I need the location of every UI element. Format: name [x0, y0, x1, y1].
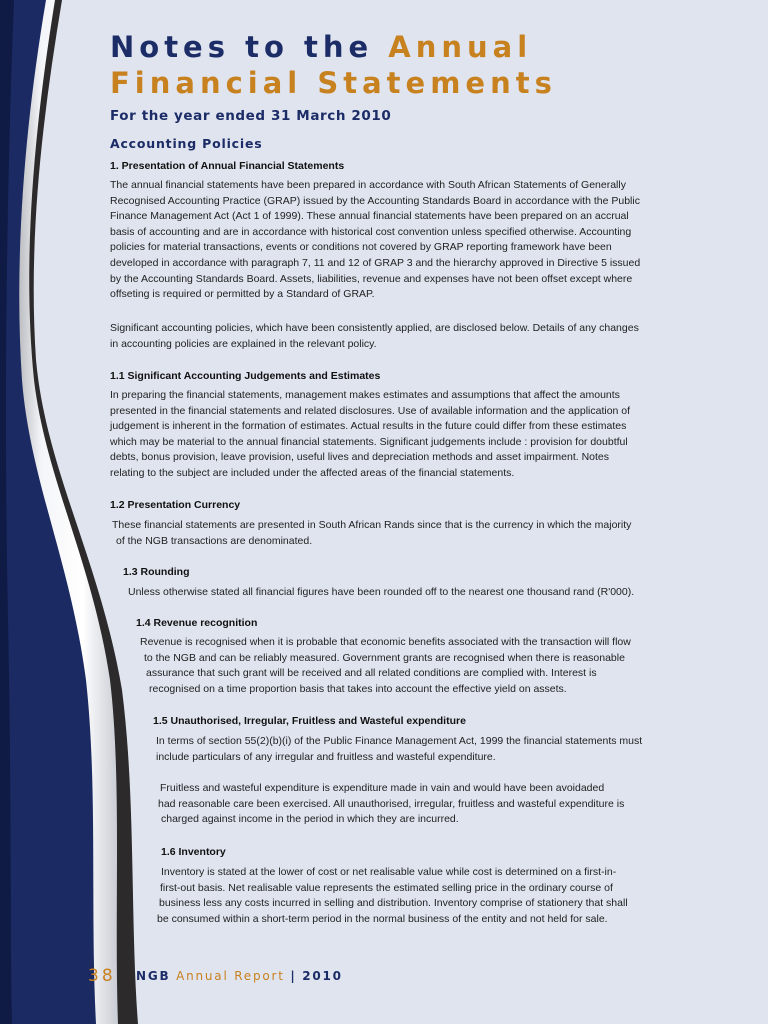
paragraph-1-6-body: [157, 865, 628, 927]
text-line: to the NGB and can be reliably measured. Government grants are recognised when there is reasonable: [144, 651, 625, 664]
text-line: developed in accordance with paragraph 7, 11 and 12 of GRAP 3 and the hierarchy approved in Directive 5 issued: [110, 256, 641, 269]
text-line: offseting is required or permitted by a Standard of GRAP.: [110, 288, 375, 301]
heading-1-1: 1.1 Significant Accounting Judgements and Estimates: [110, 370, 381, 382]
text-line: first-out basis. Net realisable value represents the estimated selling price in the ordinary course of: [160, 881, 613, 894]
page-number: 38: [88, 966, 116, 986]
text-line: Significant accounting policies, which have been consistently applied, are disclosed below. Details of any changes: [110, 322, 639, 334]
heading-1-5: 1.5 Unauthorised, Irregular, Fruitless and Wasteful expenditure: [153, 715, 466, 727]
text-line: had reasonable care been exercised. All unauthorised, irregular, fruitless and wasteful expenditure is: [158, 797, 625, 810]
title-part-navy: Notes to the: [110, 30, 374, 64]
section-title: Accounting Policies: [110, 136, 263, 151]
text-line: debts, bonus provision, leave provision, useful lives and depreciation methods and asset impairment. Notes: [110, 451, 610, 464]
paragraph-1-3-body: [128, 585, 634, 601]
footer-report: Annual Report: [176, 969, 285, 983]
text-line: which may be material to the annual financial statements. Significant judgements include : provision for doubtful: [110, 435, 628, 448]
paragraph-1-5-body-2: [158, 781, 624, 828]
text-line: In preparing the financial statements, management makes estimates and assumptions that affect the amounts: [110, 389, 620, 401]
text-line: Unless otherwise stated all financial figures have been rounded off to the nearest one thousand rand (R'000).: [128, 586, 635, 598]
page-title-line-1: [110, 30, 532, 64]
footer-separator: |: [290, 969, 297, 983]
paragraph-1-4-body: [140, 635, 631, 697]
text-line: The annual financial statements have been prepared in accordance with South African Statements of Generally: [110, 179, 626, 191]
text-line: Fruitless and wasteful expenditure is expenditure made in vain and would have been avoidaded: [160, 782, 605, 794]
title-part-orange: Annual: [388, 30, 533, 64]
text-line: Inventory is stated at the lower of cost or net realisable value while cost is determined on a first-in-: [161, 866, 617, 878]
text-line: relating to the subject are included under the affected areas of the financial statements.: [110, 466, 515, 479]
heading-1-4: 1.4 Revenue recognition: [136, 617, 258, 629]
text-line: These financial statements are presented in South African Rands since that is the currency in which the majority: [112, 519, 632, 531]
footer-org: NGB: [136, 969, 171, 983]
text-line: Recognised Accounting Practice (GRAP) issued by the Accounting Standards Board in accordance with the Public: [110, 194, 640, 207]
paragraph-1-1-body: [110, 388, 630, 482]
text-line: by the Accounting Standards Board. Assets, liabilities, revenue and expenses have not been offset except where: [110, 272, 633, 285]
paragraph-1-5-body-1: [156, 734, 642, 765]
text-line: In terms of section 55(2)(b)(i) of the Public Finance Management Act, 1999 the financial statements must: [156, 735, 643, 747]
text-line: in accounting policies are explained in the relevant policy.: [110, 337, 377, 350]
text-line: charged against income in the period in which they are incurred.: [161, 813, 459, 826]
heading-1: 1. Presentation of Annual Financial Statements: [110, 160, 345, 172]
text-line: business less any costs incurred in selling and distribution. Inventory comprise of stationery that shall: [159, 897, 628, 910]
text-line: recognised on a time proportion basis that takes into account the effective yield on assets.: [149, 682, 567, 695]
text-line: be consumed within a short-term period in the normal business of the entity and not held for sale.: [157, 912, 608, 925]
text-line: include particulars of any irregular and fruitless and wasteful expenditure.: [156, 750, 496, 763]
paragraph-1-1: [110, 178, 640, 303]
heading-1-3: 1.3 Rounding: [123, 566, 190, 578]
text-line: policies for material transactions, events or conditions not covered by GRAP reporting framework have been: [110, 241, 612, 254]
text-line: presented in the financial statements and related disclosures. Use of available information and the application of: [110, 404, 631, 417]
heading-1-2: 1.2 Presentation Currency: [110, 499, 241, 511]
text-line: of the NGB transactions are denominated.: [116, 534, 313, 547]
text-line: assurance that such grant will be received and all related conditions are complied with. Interest is: [146, 667, 597, 680]
text-line: judgement is inherent in the formation of estimates. Actual results in the future could differ from these estimates: [110, 420, 627, 433]
page-subtitle: For the year ended 31 March 2010: [110, 108, 392, 124]
paragraph-1-2: [110, 321, 639, 352]
footer-report-title: [136, 969, 343, 983]
page-title-line-2: Financial Statements: [110, 66, 557, 100]
text-line: Revenue is recognised when it is probable that economic benefits associated with the transaction will flow: [140, 636, 631, 648]
text-line: Finance Management Act (Act 1 of 1999). These annual financial statements have been prepared on an accrual: [110, 210, 629, 223]
paragraph-1-2-body: [112, 518, 631, 549]
heading-1-6: 1.6 Inventory: [161, 846, 226, 858]
text-line: basis of accounting and are in accordance with historical cost convention unless specified otherwise. Accounting: [110, 225, 632, 238]
footer-year: 2010: [302, 969, 343, 983]
